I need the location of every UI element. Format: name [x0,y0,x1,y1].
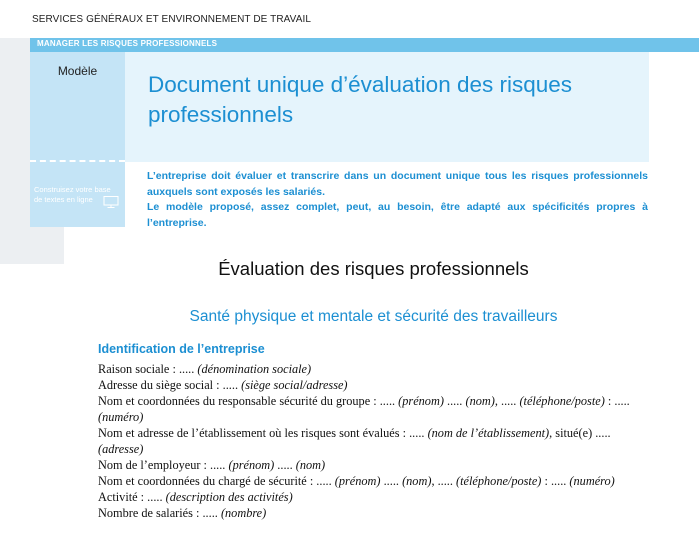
online-database-link[interactable] [34,185,111,205]
model-label: Modèle [57,64,98,78]
intro-paragraph-1: L’entreprise doit évaluer et transcrire dans un document unique tous les risques professionnels auxquels sont exposés les salariés. [147,170,648,198]
section-heading: Évaluation des risques professionnels [218,258,529,279]
intro-paragraph-2: Le modèle proposé, assez complet, peut, au besoin, être adapté aux spécificités propres à l’entreprise. [147,201,648,229]
category-banner-label: MANAGER LES RISQUES PROFESSIONNELS [37,39,218,48]
section-subheading: Santé physique et mentale et sécurité des travailleurs [189,308,558,325]
document-title: Document unique d’évaluation des risques professionnels [148,72,573,127]
field-etablissement: Nom et adresse de l’établissement où les risques sont évalués : ..... (nom de l’établissement), situé(e) ..... (adresse) [98,426,611,456]
field-responsable-securite: Nom et coordonnées du responsable sécurité du groupe : ..... (prénom) ..... (nom), ..... (téléphone/poste) : ..... (numéro) [98,394,630,424]
online-database-line1: Construisez votre base [34,185,111,194]
dashed-divider [30,160,125,162]
field-employeur: Nom de l’employeur : ..... (prénom) ..... (nom) [98,458,326,472]
identification-fields [98,361,650,521]
field-activite: Activité : ..... (description des activités) [98,490,293,504]
intro-text [147,169,648,231]
online-database-line2: de textes en ligne [34,195,93,204]
field-raison-sociale: Raison sociale : ..... (dénomination sociale) [98,362,312,376]
field-nombre-salaries: Nombre de salariés : ..... (nombre) [98,506,267,520]
computer-monitor-icon [103,196,119,208]
section-header: SERVICES GÉNÉRAUX ET ENVIRONNEMENT DE TRAVAIL [32,14,312,25]
field-charge-securite: Nom et coordonnées du chargé de sécurité : ..... (prénom) ..... (nom), ..... (téléphone/poste) : ..... (numéro) [98,474,615,488]
identification-heading: Identification de l’entreprise [98,342,265,356]
field-adresse-siege: Adresse du siège social : ..... (siège social/adresse) [98,378,348,392]
